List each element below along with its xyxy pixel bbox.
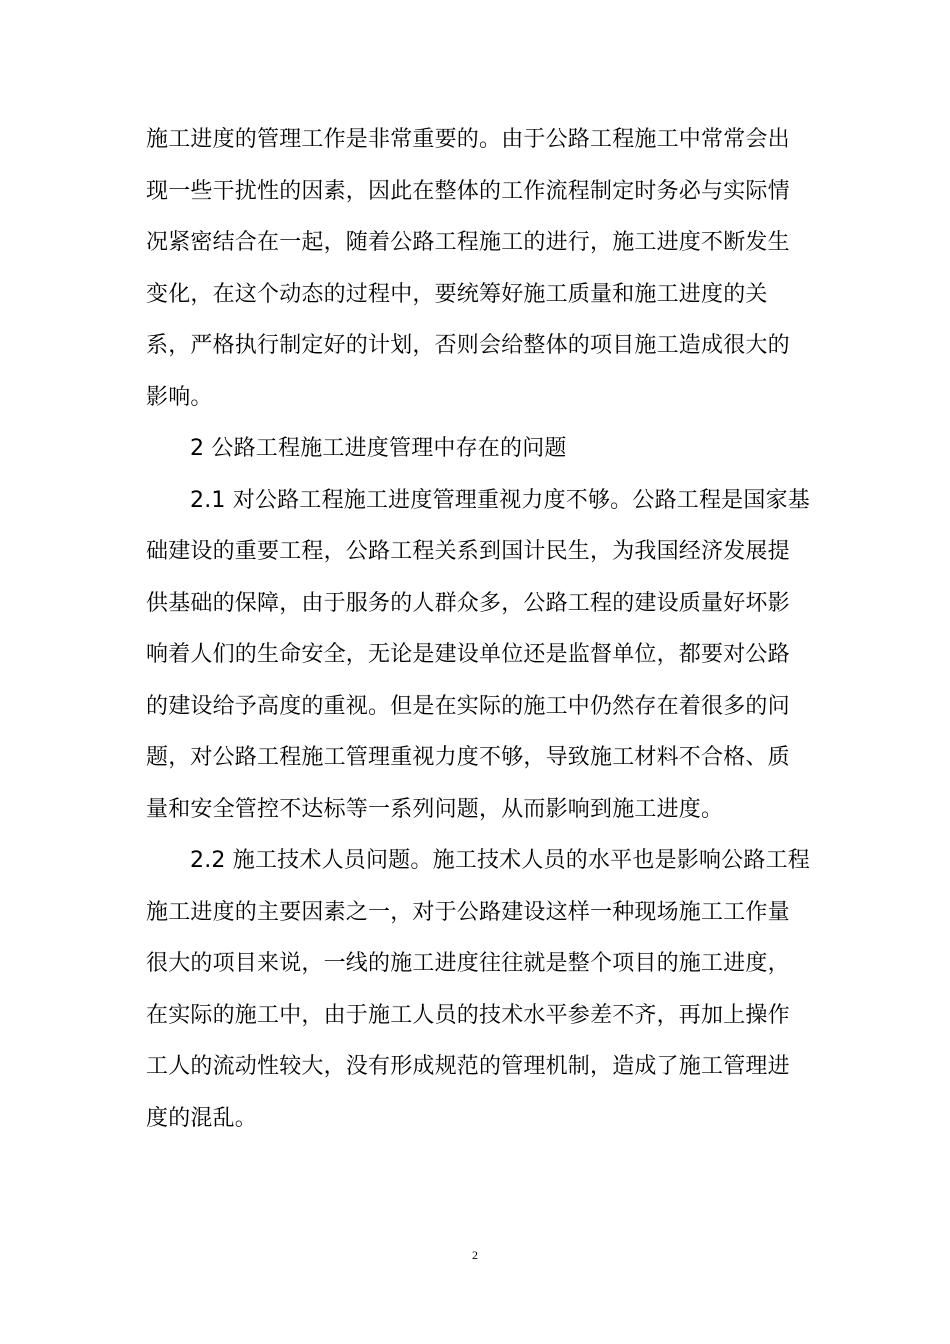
text-line: 影响。 — [146, 384, 213, 410]
subsection-first-line: 2.2 施工技术人员问题。施工技术人员的水平也是影响公路工程 — [190, 848, 810, 873]
body-text — [146, 114, 811, 1144]
text-line: 很大的项目来说，一线的施工进度往往就是整个项目的施工进度， — [146, 951, 790, 976]
text-line: 工人的流动性较大，没有形成规范的管理机制，造成了施工管理进 — [146, 1054, 790, 1079]
text-line: 题，对公路工程施工管理重视力度不够，导致施工材料不合格、质 — [146, 745, 790, 770]
page-number: 2 — [472, 1248, 478, 1262]
text-line: 变化，在这个动态的过程中，要统筹好施工质量和施工进度的关 — [146, 281, 768, 307]
text-line: 度的混乱。 — [146, 1105, 258, 1131]
text-line: 础建设的重要工程，公路工程关系到国计民生，为我国经济发展提 — [146, 539, 790, 564]
text-line: 现一些干扰性的因素，因此在整体的工作流程制定时务必与实际情 — [146, 178, 790, 204]
text-line: 况紧密结合在一起，随着公路工程施工的进行，施工进度不断发生 — [146, 230, 790, 255]
text-line: 响着人们的生命安全，无论是建设单位还是监督单位，都要对公路 — [146, 642, 790, 667]
section-heading: 2 公路工程施工进度管理中存在的问题 — [190, 436, 567, 461]
subsection-first-line: 2.1 对公路工程施工进度管理重视力度不够。公路工程是国家基 — [190, 487, 810, 513]
text-line: 量和安全管控不达标等一系列问题，从而影响到施工进度。 — [146, 796, 724, 822]
text-line: 施工进度的主要因素之一，对于公路建设这样一种现场施工工作量 — [146, 899, 790, 925]
text-line: 系，严格执行制定好的计划，否则会给整体的项目施工造成很大的 — [146, 333, 790, 358]
text-line: 施工进度的管理工作是非常重要的。由于公路工程施工中常常会出 — [146, 127, 790, 152]
text-line: 供基础的保障，由于服务的人群众多，公路工程的建设质量好坏影 — [146, 590, 790, 616]
text-line: 的建设给予高度的重视。但是在实际的施工中仍然存在着很多的问 — [146, 693, 790, 719]
text-line: 在实际的施工中，由于施工人员的技术水平参差不齐，再加上操作 — [146, 1002, 790, 1028]
